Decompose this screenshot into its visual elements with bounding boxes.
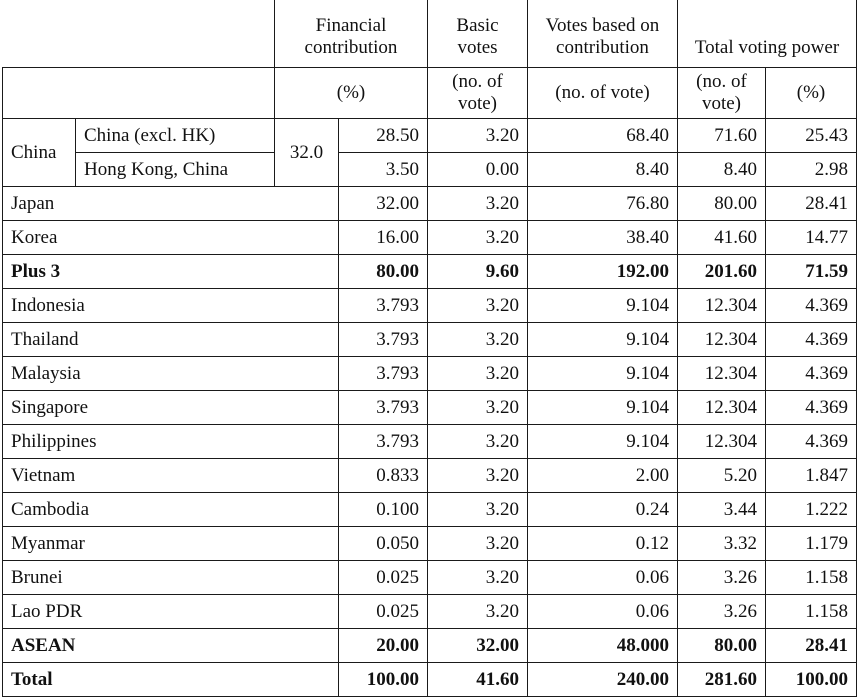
header-basic-votes: Basic votes: [428, 0, 528, 68]
total-percent-cell: 4.369: [766, 289, 857, 323]
country-name: ASEAN: [3, 629, 339, 663]
total-percent-cell: 4.369: [766, 391, 857, 425]
total-percent-cell: 2.98: [766, 153, 857, 187]
units-row: [3, 68, 857, 119]
votes-based-cell: 9.104: [528, 323, 678, 357]
total-percent-cell: 100.00: [766, 663, 857, 697]
basic-votes-cell: 3.20: [428, 323, 528, 357]
total-percent-cell: 1.222: [766, 493, 857, 527]
basic-votes-cell: 3.20: [428, 391, 528, 425]
contribution-cell: 0.050: [339, 527, 428, 561]
basic-votes-cell: 3.20: [428, 561, 528, 595]
total-votes-cell: 3.44: [678, 493, 766, 527]
total-percent-cell: 4.369: [766, 357, 857, 391]
contribution-cell: 3.50: [339, 153, 428, 187]
header-votes-based-on-contribution: Votes based on contribution: [528, 0, 678, 68]
contribution-cell: 100.00: [339, 663, 428, 697]
votes-based-cell: 38.40: [528, 221, 678, 255]
total-votes-cell: 12.304: [678, 323, 766, 357]
total-percent-cell: 71.59: [766, 255, 857, 289]
table-row: [3, 391, 857, 425]
country-name: Philippines: [3, 425, 339, 459]
table-row: [3, 561, 857, 595]
total-votes-cell: 80.00: [678, 629, 766, 663]
contribution-cell: 20.00: [339, 629, 428, 663]
votes-based-cell: 9.104: [528, 357, 678, 391]
votes-based-cell: 240.00: [528, 663, 678, 697]
table-row: [3, 187, 857, 221]
country-name: Korea: [3, 221, 339, 255]
country-name: Plus 3: [3, 255, 339, 289]
votes-based-cell: 9.104: [528, 289, 678, 323]
voting-power-table: [2, 0, 857, 697]
table-row: [3, 527, 857, 561]
basic-votes-cell: 3.20: [428, 459, 528, 493]
basic-votes-cell: 3.20: [428, 493, 528, 527]
header-financial-contribution: Financial contribution: [275, 0, 428, 68]
votes-based-cell: 76.80: [528, 187, 678, 221]
table-row: [3, 425, 857, 459]
table-row: [3, 357, 857, 391]
basic-votes-cell: 3.20: [428, 119, 528, 153]
country-name: Japan: [3, 187, 339, 221]
total-percent-cell: 28.41: [766, 187, 857, 221]
total-percent-cell: 1.179: [766, 527, 857, 561]
table-row-hong-kong: [3, 153, 857, 187]
total-percent-cell: 4.369: [766, 323, 857, 357]
total-votes-cell: 12.304: [678, 391, 766, 425]
total-votes-cell: 12.304: [678, 289, 766, 323]
country-name: Singapore: [3, 391, 339, 425]
contribution-cell: 3.793: [339, 357, 428, 391]
votes-based-cell: 0.06: [528, 561, 678, 595]
basic-votes-cell: 32.00: [428, 629, 528, 663]
country-name: Brunei: [3, 561, 339, 595]
country-name: Myanmar: [3, 527, 339, 561]
total-votes-cell: 8.40: [678, 153, 766, 187]
country-name: Vietnam: [3, 459, 339, 493]
table-row: [3, 595, 857, 629]
contribution-cell: 0.025: [339, 561, 428, 595]
total-votes-cell: 71.60: [678, 119, 766, 153]
unit-total-percent: (%): [766, 68, 857, 119]
country-name: Indonesia: [3, 289, 339, 323]
votes-based-cell: 2.00: [528, 459, 678, 493]
votes-based-cell: 48.000: [528, 629, 678, 663]
table-row: [3, 663, 857, 697]
table-row: [3, 493, 857, 527]
total-percent-cell: 28.41: [766, 629, 857, 663]
header-blank-cell: [3, 0, 275, 68]
basic-votes-cell: 3.20: [428, 289, 528, 323]
total-percent-cell: 14.77: [766, 221, 857, 255]
country-name: China (excl. HK): [76, 119, 275, 153]
contribution-cell: 28.50: [339, 119, 428, 153]
contribution-cell: 3.793: [339, 323, 428, 357]
table-row: [3, 459, 857, 493]
total-votes-cell: 12.304: [678, 425, 766, 459]
china-group-label: China: [3, 119, 76, 187]
total-votes-cell: 3.26: [678, 595, 766, 629]
votes-based-cell: 0.24: [528, 493, 678, 527]
contribution-cell: 80.00: [339, 255, 428, 289]
contribution-cell: 3.793: [339, 289, 428, 323]
basic-votes-cell: 3.20: [428, 221, 528, 255]
basic-votes-cell: 9.60: [428, 255, 528, 289]
voting-power-table-container: [2, 0, 857, 697]
basic-votes-cell: 41.60: [428, 663, 528, 697]
basic-votes-cell: 3.20: [428, 357, 528, 391]
table-row: [3, 289, 857, 323]
contribution-cell: 3.793: [339, 391, 428, 425]
basic-votes-cell: 3.20: [428, 527, 528, 561]
total-percent-cell: 1.158: [766, 595, 857, 629]
country-name: Hong Kong, China: [76, 153, 275, 187]
total-percent-cell: 4.369: [766, 425, 857, 459]
votes-based-cell: 8.40: [528, 153, 678, 187]
country-name: Cambodia: [3, 493, 339, 527]
votes-based-cell: 9.104: [528, 391, 678, 425]
total-votes-cell: 3.26: [678, 561, 766, 595]
china-group-share: 32.0: [275, 119, 339, 187]
contribution-cell: 16.00: [339, 221, 428, 255]
basic-votes-cell: 3.20: [428, 595, 528, 629]
contribution-cell: 3.793: [339, 425, 428, 459]
country-name: Total: [3, 663, 339, 697]
unit-basic-votes: (no. of vote): [428, 68, 528, 119]
unit-contribution-percent: (%): [275, 68, 428, 119]
country-name: Malaysia: [3, 357, 339, 391]
table-row-china-mainland: [3, 119, 857, 153]
header-row: [3, 0, 857, 68]
votes-based-cell: 9.104: [528, 425, 678, 459]
country-name: Thailand: [3, 323, 339, 357]
basic-votes-cell: 3.20: [428, 187, 528, 221]
country-name: Lao PDR: [3, 595, 339, 629]
table-row: [3, 221, 857, 255]
contribution-cell: 32.00: [339, 187, 428, 221]
total-percent-cell: 1.158: [766, 561, 857, 595]
total-percent-cell: 25.43: [766, 119, 857, 153]
contribution-cell: 0.100: [339, 493, 428, 527]
header-total-voting-power: Total voting power: [678, 0, 857, 68]
basic-votes-cell: 3.20: [428, 425, 528, 459]
table-row: [3, 255, 857, 289]
total-votes-cell: 281.60: [678, 663, 766, 697]
contribution-cell: 0.025: [339, 595, 428, 629]
votes-based-cell: 192.00: [528, 255, 678, 289]
total-votes-cell: 3.32: [678, 527, 766, 561]
contribution-cell: 0.833: [339, 459, 428, 493]
total-votes-cell: 201.60: [678, 255, 766, 289]
votes-based-cell: 0.06: [528, 595, 678, 629]
votes-based-cell: 68.40: [528, 119, 678, 153]
total-votes-cell: 12.304: [678, 357, 766, 391]
total-votes-cell: 5.20: [678, 459, 766, 493]
table-row: [3, 629, 857, 663]
unit-votes-based: (no. of vote): [528, 68, 678, 119]
total-votes-cell: 80.00: [678, 187, 766, 221]
total-percent-cell: 1.847: [766, 459, 857, 493]
votes-based-cell: 0.12: [528, 527, 678, 561]
units-blank-cell: [3, 68, 275, 119]
total-votes-cell: 41.60: [678, 221, 766, 255]
basic-votes-cell: 0.00: [428, 153, 528, 187]
unit-total-votes: (no. of vote): [678, 68, 766, 119]
table-row: [3, 323, 857, 357]
